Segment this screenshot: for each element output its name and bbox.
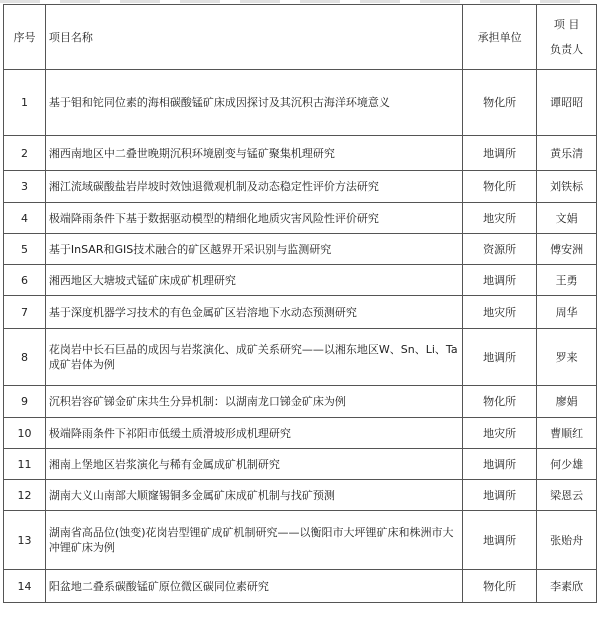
table-row (4, 265, 597, 296)
row-unit: 地调所 (462, 449, 536, 480)
row-no: 8 (4, 329, 46, 386)
table-row (4, 171, 597, 203)
table-row (4, 418, 597, 449)
row-leader: 刘铁标 (537, 171, 597, 203)
row-no: 2 (4, 136, 46, 171)
header-no: 序号 (4, 5, 46, 70)
row-name: 花岗岩中长石巨晶的成因与岩浆演化、成矿关系研究——以湘东地区W、Sn、Li、Ta成矿岩体为例 (45, 329, 462, 386)
top-decorative-line (0, 0, 600, 3)
row-name: 湖南省高品位(蚀变)花岗岩型锂矿成矿机制研究——以衡阳市大坪锂矿床和株洲市大冲锂矿床为例 (45, 511, 462, 570)
row-no: 5 (4, 234, 46, 265)
row-unit: 资源所 (462, 234, 536, 265)
project-table (3, 4, 597, 603)
row-unit: 地调所 (462, 511, 536, 570)
table-row (4, 136, 597, 171)
row-name: 基于钼和铊同位素的海相碳酸锰矿床成因探讨及其沉积古海洋环境意义 (45, 70, 462, 136)
row-unit: 物化所 (462, 70, 536, 136)
table-row (4, 480, 597, 511)
row-leader: 周华 (537, 296, 597, 329)
header-unit: 承担单位 (462, 5, 536, 70)
row-name: 极端降雨条件下祁阳市低缓土质滑坡形成机理研究 (45, 418, 462, 449)
row-no: 12 (4, 480, 46, 511)
row-leader: 王勇 (537, 265, 597, 296)
header-name: 项目名称 (45, 5, 462, 70)
row-name: 极端降雨条件下基于数据驱动模型的精细化地质灾害风险性评价研究 (45, 203, 462, 234)
row-leader: 傅安洲 (537, 234, 597, 265)
row-leader: 罗来 (537, 329, 597, 386)
row-unit: 地灾所 (462, 203, 536, 234)
row-name: 湘江流域碳酸盐岩岸坡时效蚀退微观机制及动态稳定性评价方法研究 (45, 171, 462, 203)
header-leader-line1: 项 目 (553, 18, 580, 31)
row-no: 4 (4, 203, 46, 234)
header-leader-line2: 负责人 (550, 43, 584, 56)
row-unit: 地调所 (462, 136, 536, 171)
table-row (4, 449, 597, 480)
row-leader: 何少雄 (537, 449, 597, 480)
row-name: 沉积岩容矿锑金矿床共生分异机制：以湖南龙口锑金矿床为例 (45, 386, 462, 418)
row-leader: 文娟 (537, 203, 597, 234)
table-row (4, 203, 597, 234)
row-no: 3 (4, 171, 46, 203)
row-name: 阳盆地二叠系碳酸锰矿原位微区碳同位素研究 (45, 570, 462, 603)
table-row (4, 296, 597, 329)
row-name: 湖南大义山南部大顺窿锡铜多金属矿床成矿机制与找矿预测 (45, 480, 462, 511)
row-unit: 地灾所 (462, 418, 536, 449)
row-leader: 梁恩云 (537, 480, 597, 511)
row-no: 11 (4, 449, 46, 480)
row-name: 基于InSAR和GIS技术融合的矿区越界开采识别与监测研究 (45, 234, 462, 265)
row-unit: 物化所 (462, 386, 536, 418)
table-row (4, 329, 597, 386)
row-no: 1 (4, 70, 46, 136)
row-unit: 物化所 (462, 171, 536, 203)
row-no: 7 (4, 296, 46, 329)
table-body (4, 70, 597, 603)
row-leader: 曹顺红 (537, 418, 597, 449)
row-no: 14 (4, 570, 46, 603)
row-leader: 廖娟 (537, 386, 597, 418)
row-no: 9 (4, 386, 46, 418)
row-unit: 地调所 (462, 265, 536, 296)
header-row (4, 5, 597, 70)
table-row (4, 386, 597, 418)
table-row (4, 511, 597, 570)
row-leader: 黄乐清 (537, 136, 597, 171)
row-unit: 地调所 (462, 329, 536, 386)
table-row (4, 234, 597, 265)
row-leader: 张贻舟 (537, 511, 597, 570)
table-row (4, 70, 597, 136)
row-no: 6 (4, 265, 46, 296)
row-name: 湘西地区大塘坡式锰矿床成矿机理研究 (45, 265, 462, 296)
row-no: 10 (4, 418, 46, 449)
row-unit: 地灾所 (462, 296, 536, 329)
row-unit: 物化所 (462, 570, 536, 603)
row-name: 湘南上堡地区岩浆演化与稀有金属成矿机制研究 (45, 449, 462, 480)
row-name: 基于深度机器学习技术的有色金属矿区岩溶地下水动态预测研究 (45, 296, 462, 329)
row-leader: 李素欣 (537, 570, 597, 603)
row-no: 13 (4, 511, 46, 570)
row-unit: 地调所 (462, 480, 536, 511)
header-leader (537, 5, 597, 70)
row-name: 湘西南地区中二叠世晚期沉积环境剧变与锰矿聚集机理研究 (45, 136, 462, 171)
row-leader: 谭昭昭 (537, 70, 597, 136)
table-row (4, 570, 597, 603)
